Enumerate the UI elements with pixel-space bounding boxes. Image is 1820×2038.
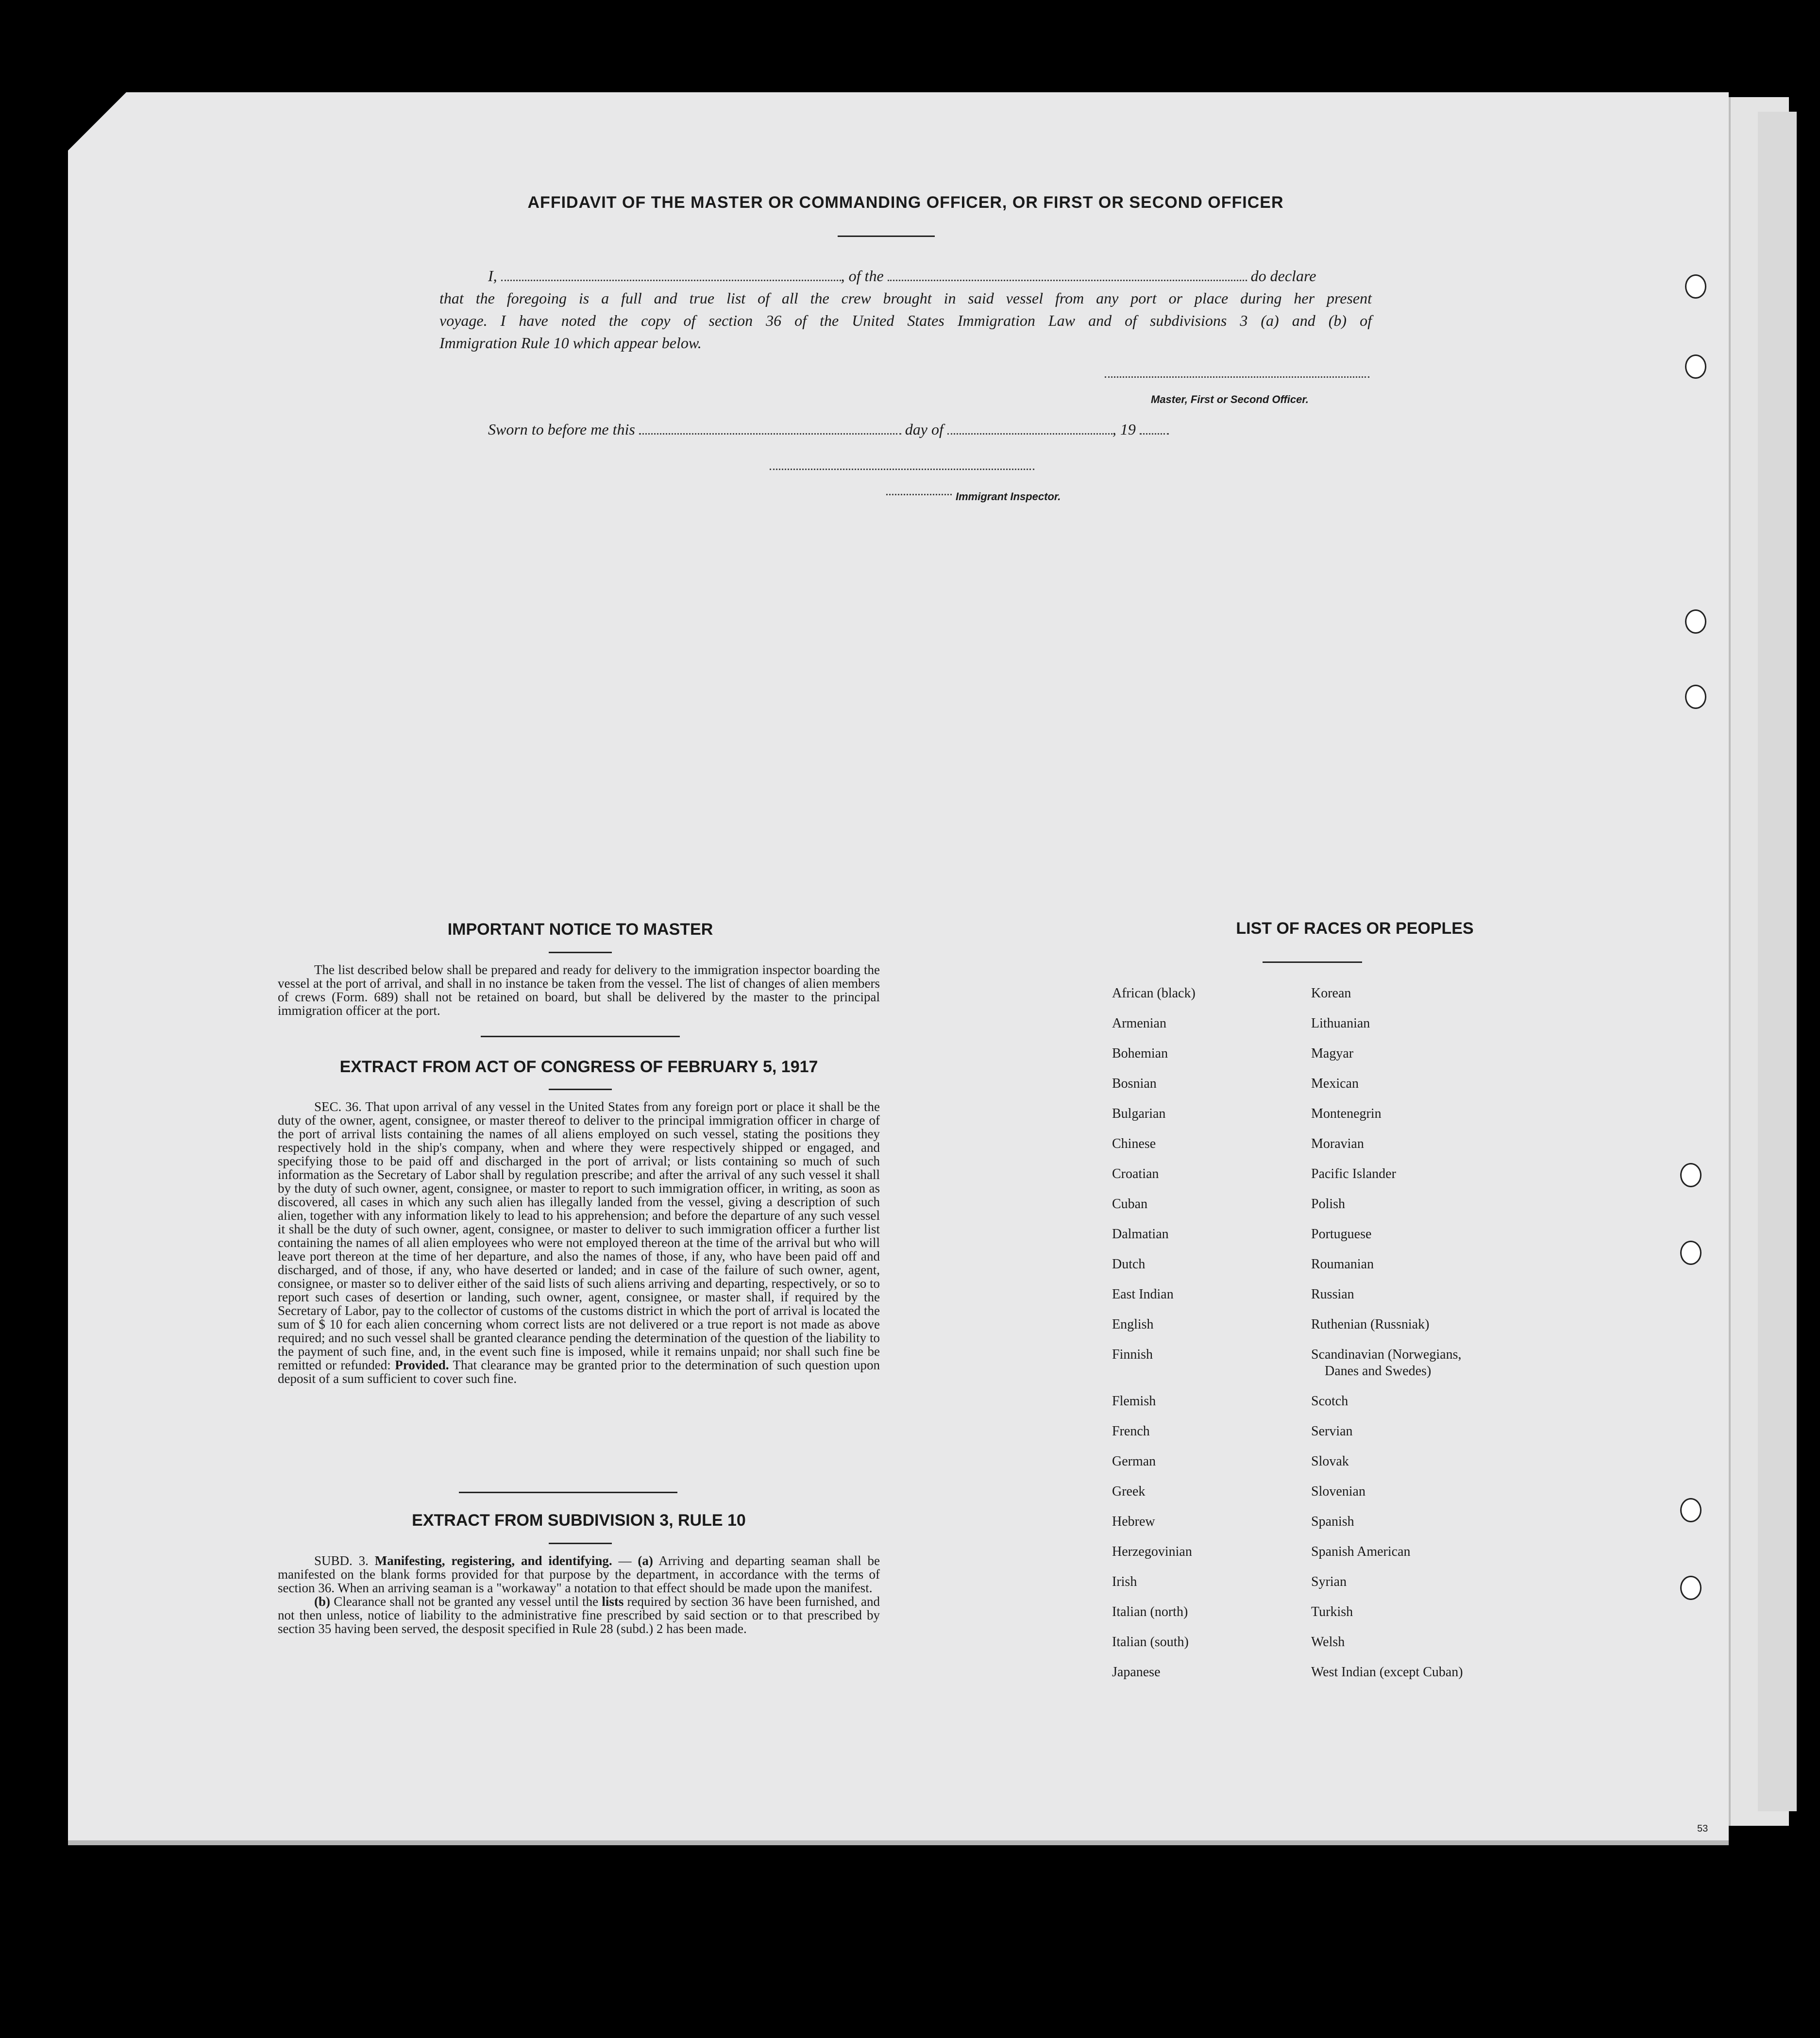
back-sheet-inner bbox=[1758, 112, 1797, 1811]
race-right: Moravian bbox=[1311, 1136, 1364, 1151]
race-right: Turkish bbox=[1311, 1604, 1353, 1619]
divider bbox=[549, 952, 612, 953]
binder-hole bbox=[1680, 1498, 1702, 1522]
lists-word: lists bbox=[602, 1594, 624, 1609]
race-right: Welsh bbox=[1311, 1634, 1345, 1650]
notice-title: IMPORTANT NOTICE TO MASTER bbox=[447, 920, 713, 939]
race-left: Italian (north) bbox=[1112, 1604, 1188, 1619]
race-left: Bulgarian bbox=[1112, 1106, 1166, 1121]
race-left: Japanese bbox=[1112, 1665, 1161, 1680]
race-left: Croatian bbox=[1112, 1166, 1159, 1181]
binder-hole bbox=[1680, 1241, 1702, 1265]
month-field[interactable] bbox=[947, 433, 1112, 435]
affidavit-do-declare: do declare bbox=[1250, 267, 1316, 285]
year-label: , 19 bbox=[1112, 421, 1136, 438]
race-right: Slovenian bbox=[1311, 1484, 1365, 1499]
inspector-label: Immigrant Inspector. bbox=[956, 490, 1061, 503]
race-left: Dutch bbox=[1112, 1257, 1146, 1272]
affidavit-line4: Immigration Rule 10 which appear below. bbox=[439, 334, 702, 352]
year-field[interactable] bbox=[1140, 433, 1169, 435]
race-left: Flemish bbox=[1112, 1394, 1156, 1409]
race-right: Scandinavian (Norwegians, bbox=[1311, 1347, 1462, 1362]
inspector-name-field[interactable] bbox=[886, 494, 952, 495]
subd-b-label: (b) bbox=[314, 1594, 330, 1609]
race-right: Spanish bbox=[1311, 1514, 1354, 1529]
extract-act-title: EXTRACT FROM ACT OF CONGRESS OF FEBRUARY 5, 1917 bbox=[339, 1058, 818, 1076]
binder-hole bbox=[1685, 274, 1706, 299]
race-right: Scotch bbox=[1311, 1394, 1348, 1409]
extract-act-text bbox=[278, 1100, 880, 1385]
notice-text: The list described below shall be prepared and ready for delivery to the immigration inspector boarding the vessel at the port of arrival, and shall in no instance be taken from the vessel. The list of changes of alien members of crews (Form. 689) shall not be retained on board, but shall be delivered by the master to the principal immigration officer at the port. bbox=[278, 962, 880, 1018]
master-signature-label: Master, First or Second Officer. bbox=[1151, 393, 1309, 405]
sworn-line bbox=[488, 421, 1169, 438]
race-left: Herzegovinian bbox=[1112, 1544, 1192, 1559]
master-signature-field[interactable] bbox=[1105, 376, 1369, 378]
subd-heading: Manifesting, registering, and identifying. bbox=[374, 1553, 612, 1568]
race-left: African (black) bbox=[1112, 986, 1196, 1001]
race-left: Greek bbox=[1112, 1484, 1146, 1499]
divider bbox=[481, 1036, 680, 1037]
affidavit-i: I, bbox=[488, 267, 497, 285]
race-right: Servian bbox=[1311, 1424, 1353, 1439]
binder-hole bbox=[1685, 354, 1706, 379]
subd-b-text1: Clearance shall not be granted any vessel until the bbox=[334, 1594, 599, 1609]
extract-act-end: That clearance may be granted prior to the determination of such question upon deposit of a sum sufficient to cover such fine. bbox=[278, 1358, 880, 1386]
race-left: Hebrew bbox=[1112, 1514, 1155, 1529]
race-left: Bohemian bbox=[1112, 1046, 1168, 1061]
affidavit-line2: that the foregoing is a full and true list of all the crew brought in said vessel from any port or place during her present bbox=[439, 289, 1372, 307]
race-right: Danes and Swedes) bbox=[1325, 1364, 1432, 1379]
race-left: East Indian bbox=[1112, 1287, 1174, 1302]
inspector-signature-field[interactable] bbox=[770, 469, 1034, 470]
race-right: Russian bbox=[1311, 1287, 1354, 1302]
divider bbox=[549, 1089, 612, 1090]
race-left: German bbox=[1112, 1454, 1156, 1469]
affidavit-line3: voyage. I have noted the copy of section 36 of the United States Immigration Law and of subdivisions 3 (a) and (b) of bbox=[439, 312, 1372, 329]
race-right: Slovak bbox=[1311, 1454, 1349, 1469]
race-right: West Indian (except Cuban) bbox=[1311, 1665, 1463, 1680]
folded-corner bbox=[68, 92, 126, 151]
binder-hole bbox=[1680, 1576, 1702, 1600]
affidavit-title: AFFIDAVIT OF THE MASTER OR COMMANDING OFFICER, OR FIRST OR SECOND OFFICER bbox=[527, 193, 1284, 212]
binder-hole bbox=[1685, 609, 1706, 634]
binder-hole bbox=[1680, 1163, 1702, 1187]
divider bbox=[549, 1543, 612, 1544]
race-left: Dalmatian bbox=[1112, 1227, 1169, 1242]
race-right: Syrian bbox=[1311, 1574, 1347, 1589]
subd-a-text: Arriving and departing seaman shall be manifested on the blank forms provided for that purpose by the department, in accordance with the terms of section 36. When an arriving seaman is a "workaway" a notation to that effect should be made upon the manifest. bbox=[278, 1553, 880, 1595]
race-right: Korean bbox=[1311, 986, 1351, 1001]
race-left: Bosnian bbox=[1112, 1076, 1157, 1091]
race-left: English bbox=[1112, 1317, 1154, 1332]
race-left: Irish bbox=[1112, 1574, 1137, 1589]
race-left: Chinese bbox=[1112, 1136, 1156, 1151]
race-right: Roumanian bbox=[1311, 1257, 1374, 1272]
extract-rule-title: EXTRACT FROM SUBDIVISION 3, RULE 10 bbox=[412, 1511, 746, 1530]
subd-b-text2: required by section 36 have been furnished, and not then unless, notice of liability to the administrative fine prescribed by said section or to that prescribed by section 35 having been served, the desposit specified in Rule 28 (subd.) 2 has been made. bbox=[278, 1594, 880, 1636]
race-left: Cuban bbox=[1112, 1196, 1148, 1212]
subd-dash: — bbox=[612, 1553, 638, 1568]
race-right: Magyar bbox=[1311, 1046, 1354, 1061]
race-right: Ruthenian (Russniak) bbox=[1311, 1317, 1430, 1332]
corner-mark: 53 bbox=[1697, 1823, 1708, 1834]
sworn-day-field[interactable] bbox=[639, 433, 901, 435]
provided-label: Provided. bbox=[395, 1358, 449, 1372]
divider bbox=[838, 236, 935, 237]
race-right: Mexican bbox=[1311, 1076, 1359, 1091]
race-right: Montenegrin bbox=[1311, 1106, 1382, 1121]
races-title: LIST OF RACES OR PEOPLES bbox=[1236, 919, 1474, 938]
affidavit-of-the: , of the bbox=[841, 267, 884, 285]
race-left: Italian (south) bbox=[1112, 1634, 1189, 1650]
race-left: Armenian bbox=[1112, 1016, 1166, 1031]
race-right: Spanish American bbox=[1311, 1544, 1411, 1559]
race-right: Portuguese bbox=[1311, 1227, 1372, 1242]
subd-a-label: (a) bbox=[638, 1553, 653, 1568]
binder-hole bbox=[1685, 685, 1706, 709]
divider bbox=[459, 1492, 677, 1493]
extract-rule-text bbox=[278, 1554, 880, 1635]
divider bbox=[1263, 961, 1362, 963]
subd-label: SUBD. 3. bbox=[314, 1553, 369, 1568]
race-right: Pacific Islander bbox=[1311, 1166, 1396, 1181]
sworn-label: Sworn to before me this bbox=[488, 421, 635, 438]
race-right: Lithuanian bbox=[1311, 1016, 1370, 1031]
race-left: French bbox=[1112, 1424, 1150, 1439]
race-left: Finnish bbox=[1112, 1347, 1153, 1362]
day-of-label: day of bbox=[905, 421, 944, 438]
vessel-field[interactable] bbox=[888, 280, 1247, 281]
race-right: Polish bbox=[1311, 1196, 1346, 1212]
extract-act-body: SEC. 36. That upon arrival of any vessel in the United States from any foreign port or place it shall be the duty of the owner, agent, consignee, or master thereof to deliver to the principal immigration officer in charge of the port of arrival lists containing the names of all aliens employed on such vessel, stating the positions they respectively hold in the ship's company, when and where they were respectively shipped or engaged, and specifying those to be paid off and discharged in the port of arrival; or lists containing so much of such information as the Secretary of Labor shall by regulation prescribe; and after the arrival of any such vessel it shall by the duty of such owner, agent, consignee, or master to report to such immigration officer, in writing, as soon as discovered, all cases in which any such alien has illegally landed from the vessel, giving a description of such alien, together with any information likely to lead to his apprehension; and before the departure of any such vessel it shall be the duty of such owner, agent, consignee, or master to deliver to such immigration officer a further list containing the names of all alien employees who were not employed thereon at the time of the arrival but who will leave port thereon at the time of her departure, and also the names of those, if any, who have been paid off and discharged, and of those, if any, who have deserted or landed; and in case of the failure of such owner, agent, consignee, or master so to deliver either of the said lists of such aliens arriving and departing, respectively, or so to report such cases of desertion or landing, such owner, agent, consignee, or master shall, if required by the Secretary of Labor, pay to the collector of customs of the customs district in which the port of arrival is located the sum of $ 10 for each alien concerning whom correct lists are not delivered or a true report is not made as above required; and no such vessel shall be granted clearance pending the determination of the question of the liability to the payment of such fine, and, in the event such fine is imposed, while it remains unpaid; nor shall such fine be remitted or refunded: bbox=[278, 1099, 880, 1372]
name-field[interactable] bbox=[501, 280, 841, 281]
affidavit-line1 bbox=[488, 267, 1372, 285]
